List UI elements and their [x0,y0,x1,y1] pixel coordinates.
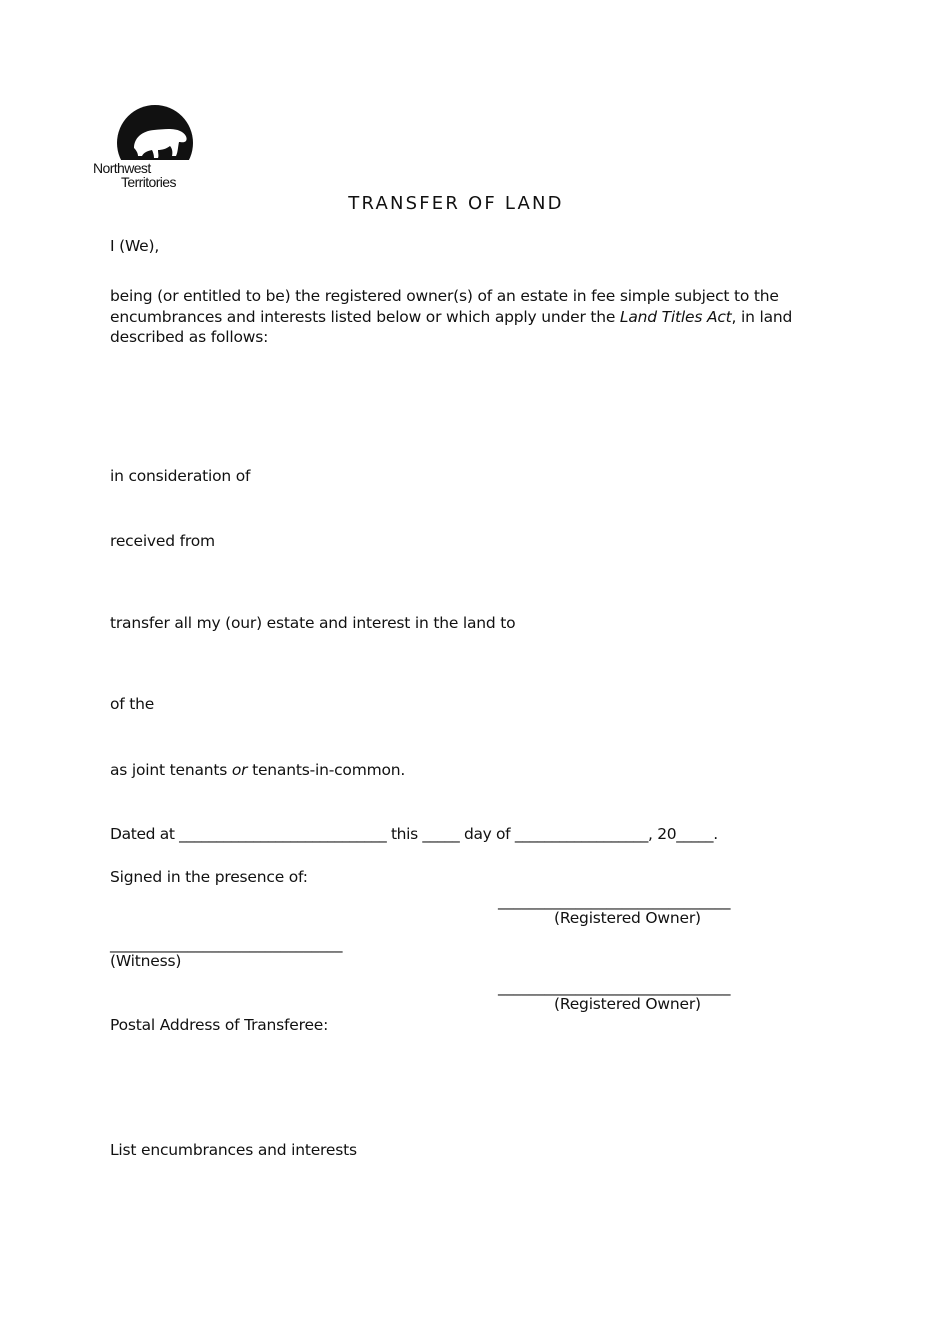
consideration-label: in consideration of [110,467,251,485]
estate-paragraph [110,286,810,348]
registered-owner-label-1: (Registered Owner) [554,909,701,927]
tenancy-after: tenants-in-common. [247,761,406,779]
logo-text-territories: Territories [121,174,176,190]
estate-text-line3: described as follows: [110,328,269,346]
postal-address-label: Postal Address of Transferee: [110,1016,329,1034]
encumbrances-label: List encumbrances and interests [110,1141,357,1159]
of-the-label: of the [110,695,155,713]
estate-text-part1: being (or entitled to be) the registered owner(s) of an estate in fee simple subject to the encumbrances and interests listed below or which apply under the [110,287,779,326]
nwt-logo [90,98,202,193]
land-titles-act: Land Titles Act [619,307,732,326]
logo-text-northwest: Northwest [93,160,151,176]
owner-line: I (We), [110,237,160,255]
polar-bear-icon [90,98,202,168]
dated-line: Dated at ____________________________ this _____ day of __________________, 20_____. [110,825,718,843]
tenancy-line [110,760,405,780]
owner-signature-line-1: ______________________________ [498,892,731,910]
witness-label: (Witness) [110,952,182,970]
signed-presence-label: Signed in the presence of: [110,868,308,886]
owner-signature-line-2: ______________________________ [498,978,731,996]
witness-signature-line: ______________________________ [110,935,343,953]
page-title: TRANSFER OF LAND [348,193,564,214]
estate-text-part2: , in land [731,307,793,326]
registered-owner-label-2: (Registered Owner) [554,995,701,1013]
tenancy-before: as joint tenants [110,761,232,779]
tenancy-or: or [231,761,248,779]
transfer-label: transfer all my (our) estate and interest in the land to [110,614,516,632]
received-from-label: received from [110,532,215,550]
